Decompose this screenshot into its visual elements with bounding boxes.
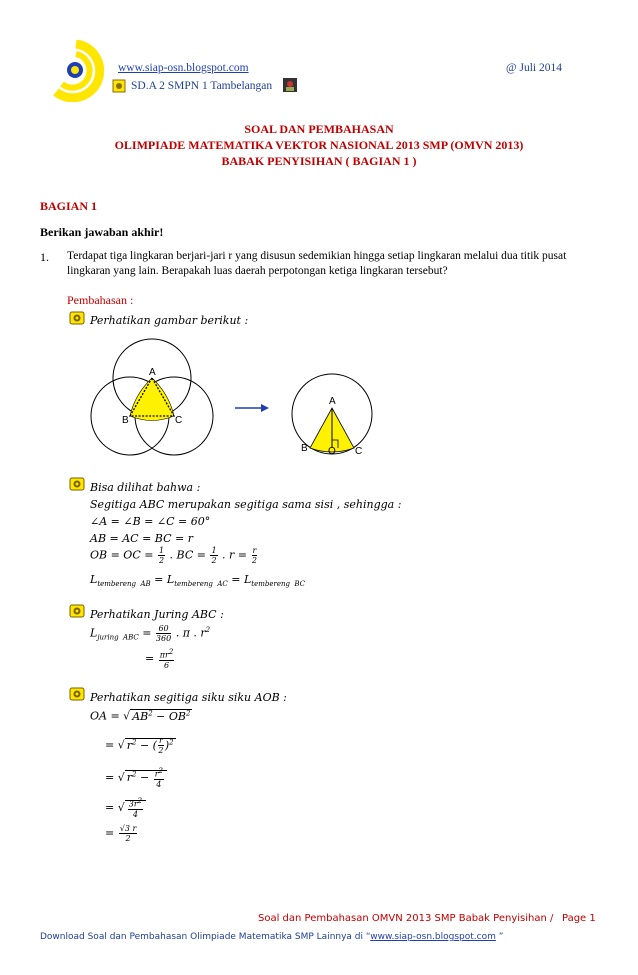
problem-number: 1. (40, 250, 49, 264)
author-emblem-icon (112, 79, 126, 93)
footer-download-link[interactable]: www.siap-osn.blogspot.com (370, 932, 496, 942)
problem-text-line-2: lingkaran yang lain. Berapakah luas daerah perpotongan ketiga lingkaran tersebut? (67, 265, 448, 277)
instruction-text: Berikan jawaban akhir! (40, 225, 164, 239)
step-4-text: Perhatikan segitiga siku siku AOB : (90, 691, 287, 704)
problem-text-line-1: Terdapat tiga lingkaran berjari-jari r yang disusun sedemikian hingga setiap lingkaran melalui dua titik pusat (67, 250, 567, 262)
header-author: SD.A 2 SMPN 1 Tambelangan (131, 80, 273, 92)
step-4-line-2: = √ $r^2$ − ( $\frac{r}{2}$ )$^2$ (105, 736, 174, 755)
bullet-emblem-icon (69, 477, 85, 491)
title-line-3: BABAK PENYISIHAN ( BAGIAN 1 ) (221, 154, 417, 168)
step-2-line-5: $L_{tembereng AB} = L_{tembereng AC} = L_{tembereng BC}$ (90, 573, 306, 589)
step-3-line-2: = $\frac{\pi r^2}{6}$ (145, 648, 174, 670)
step-3-text: Perhatikan Juring ABC : (90, 608, 224, 621)
solution-label: Pembahasan : (67, 293, 134, 307)
header-site-link[interactable]: www.siap-osn.blogspot.com (118, 62, 249, 74)
title-line-1: SOAL DAN PEMBAHASAN (244, 122, 394, 136)
label-right-a: A (329, 396, 336, 407)
footer-title: Soal dan Pembahasan OMVN 2013 SMP Babak Penyisihan / (258, 913, 554, 924)
footer-download-end: ” (495, 932, 504, 942)
label-right-b: B (301, 443, 308, 454)
step-2-line-1: Segitiga ABC merupakan segitiga sama sisi , sehingga : (90, 498, 402, 511)
circles-figure (85, 338, 385, 466)
step-4-line-4: = √ $\frac{3r^2}{4}$ (105, 797, 146, 819)
arrow-head (261, 404, 269, 412)
label-right-o: O (328, 446, 336, 457)
step-3-line-1: $L_{juring ABC}$ = $\frac{60}{360}$ . π . $r^2$ (90, 624, 211, 643)
bullet-emblem-icon (69, 604, 85, 618)
step-4-line-5: = $\frac{√3 r}{2}$ (105, 824, 137, 843)
step-4-line-1: OA = √ $AB^2 - OB^2$ (90, 709, 191, 723)
label-left-c: C (175, 415, 183, 426)
footer-page: Page 1 (562, 913, 596, 924)
step-2-line-4: OB = OC = $\frac{1}{2}$ . BC = $\frac{1}{2}$ . r = $\frac{r}{2}$ (90, 546, 257, 565)
author-photo-icon (283, 78, 297, 92)
section-heading: BAGIAN 1 (40, 199, 98, 213)
step-1-text: Perhatikan gambar berikut : (90, 314, 249, 327)
step-2-text: Bisa dilihat bahwa : (90, 481, 201, 494)
label-left-a: A (149, 367, 156, 378)
step-4-line-3: = √ $r^2$ − $\frac{r^2}{4}$ (105, 767, 167, 789)
site-logo (48, 40, 104, 102)
label-right-c: C (355, 446, 363, 457)
step-2-line-2: ∠A = ∠B = ∠C = 60° (90, 515, 211, 528)
footer-download (40, 932, 503, 942)
title-line-2: OLIMPIADE MATEMATIKA VEKTOR NASIONAL 2013 SMP (OMVN 2013) (114, 138, 524, 152)
header-date: @ Juli 2014 (506, 62, 562, 74)
step-2-line-3: AB = AC = BC = r (90, 532, 193, 545)
label-left-b: B (122, 415, 129, 426)
bullet-emblem-icon (69, 311, 85, 325)
bullet-emblem-icon (69, 687, 85, 701)
footer-download-text: Download Soal dan Pembahasan Olimpiade Matematika SMP Lainnya di “ (40, 932, 371, 942)
